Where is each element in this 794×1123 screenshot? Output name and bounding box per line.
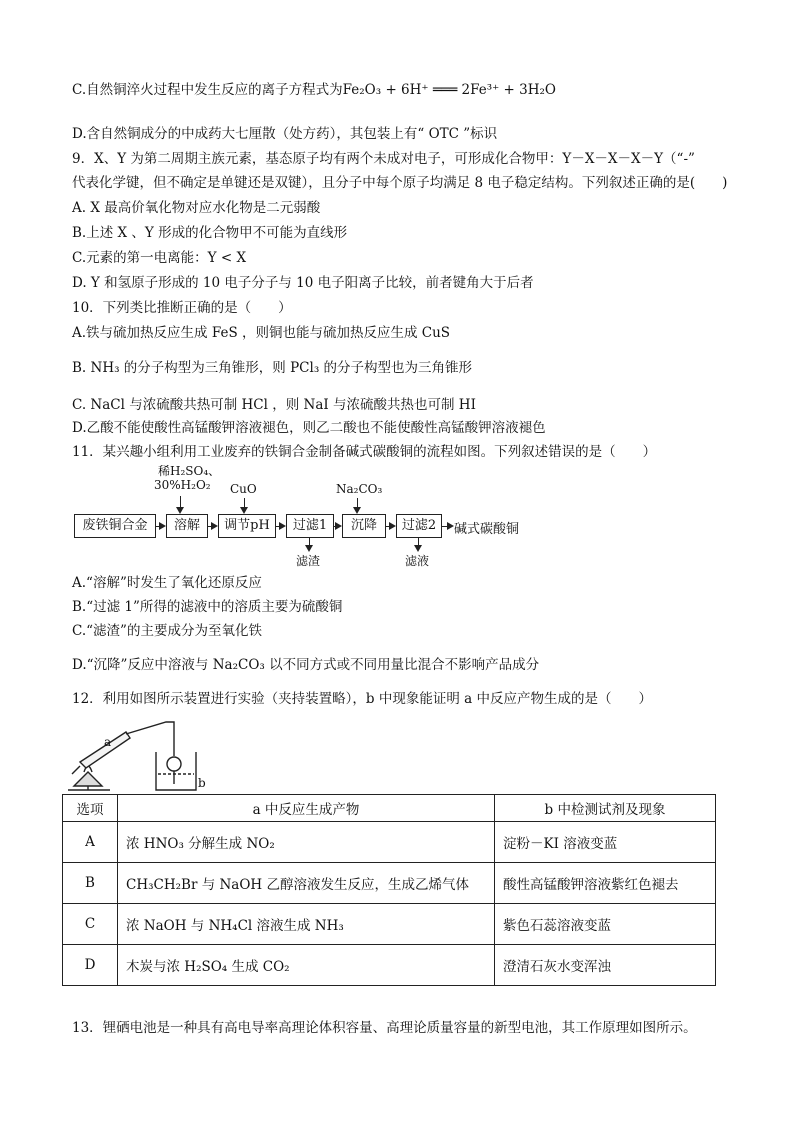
arrow bbox=[386, 526, 394, 527]
step-box: 溶解 bbox=[166, 514, 208, 538]
text-line: A.铁与硫加热反应生成 FeS ，则铜也能与硫加热反应生成 CuS bbox=[72, 325, 451, 341]
arrow bbox=[357, 498, 358, 512]
arrow bbox=[309, 538, 310, 550]
table-row bbox=[63, 945, 716, 986]
table-row bbox=[63, 863, 716, 904]
column-header: b 中检测试剂及现象 bbox=[495, 795, 716, 822]
text-line: 9．X、Y 为第二周期主族元素，基态原子均有两个未成对电子，可形成化合物甲：Y－X－X－X－Y（“-” bbox=[72, 151, 695, 167]
product-cell: 浓 NaOH 与 NH₄Cl 溶液生成 NH₃ bbox=[118, 904, 495, 945]
arrow bbox=[180, 496, 181, 512]
text-line: C.自然铜淬火过程中发生反应的离子方程式为Fe₂O₃ + 6H⁺ ═══ 2Fe³⁺ + 3H₂O bbox=[72, 82, 556, 98]
options-table bbox=[62, 794, 716, 986]
label-b: b bbox=[198, 776, 206, 790]
reagent-label: Na₂CO₃ bbox=[336, 482, 383, 496]
filtrate-label: 滤液 bbox=[405, 554, 430, 568]
test-cell: 紫色石蕊溶液变蓝 bbox=[495, 904, 716, 945]
text-line: D.含自然铜成分的中成药大七厘散（处方药），其包装上有“ OTC ”标识 bbox=[72, 126, 498, 142]
text-line: 13．锂硒电池是一种具有高电导率高理论体积容量、高理论质量容量的新型电池，其工作原理如图所示。 bbox=[72, 1020, 697, 1036]
step-box: 过滤2 bbox=[396, 514, 442, 538]
process-flowchart bbox=[70, 460, 630, 570]
arrow bbox=[208, 526, 216, 527]
text-line: D.乙酸不能使酸性高锰酸钾溶液褪色，则乙二酸也不能使酸性高锰酸钾溶液褪色 bbox=[72, 420, 546, 436]
step-box: 调节pH bbox=[218, 514, 276, 538]
text-line: B. NH₃ 的分子构型为三角锥形，则 PCl₃ 的分子构型也为三角锥形 bbox=[72, 360, 473, 376]
table-row bbox=[63, 822, 716, 863]
text-line: 10．下列类比推断正确的是（ ） bbox=[72, 300, 292, 316]
text-line: C.“滤渣”的主要成分为至氧化铁 bbox=[72, 623, 262, 639]
arrow bbox=[156, 526, 164, 527]
arrow bbox=[418, 538, 419, 550]
text-line: 11．某兴趣小组利用工业废弃的铁铜合金制备碱式碳酸铜的流程如图。下列叙述错误的是（ ） bbox=[72, 444, 657, 460]
arrow bbox=[244, 498, 245, 512]
reagent-label: CuO bbox=[230, 482, 257, 496]
step-box: 沉降 bbox=[342, 514, 386, 538]
product-cell: 浓 HNO₃ 分解生成 NO₂ bbox=[118, 822, 495, 863]
label-a: a bbox=[104, 735, 112, 749]
text-line: C.元素的第一电离能：Y < X bbox=[72, 250, 247, 266]
option-letter: A bbox=[63, 822, 118, 863]
product-label: 碱式碳酸铜 bbox=[454, 522, 520, 537]
text-line: D. Y 和氢原子形成的 10 电子分子与 10 电子阳离子比较，前者键角大于后者 bbox=[72, 275, 534, 291]
text-line: C. NaCl 与浓硫酸共热可制 HCl ，则 NaI 与浓硫酸共热也可制 HI bbox=[72, 397, 476, 413]
residue-label: 滤渣 bbox=[296, 554, 321, 568]
step-box: 废铁铜合金 bbox=[74, 514, 156, 538]
option-letter: C bbox=[63, 904, 118, 945]
text-line: 代表化学键，但不确定是单键还是双键），且分子中每个原子均满足 8 电子稳定结构。下列叙述正确的是( ) bbox=[72, 175, 728, 191]
test-cell: 淀粉－KI 溶液变蓝 bbox=[495, 822, 716, 863]
column-header: 选项 bbox=[63, 795, 118, 822]
option-letter: D bbox=[63, 945, 118, 986]
text-line: 12．利用如图所示装置进行实验（夹持装置略），b 中现象能证明 a 中反应产物生成的是（ ） bbox=[72, 691, 652, 707]
test-cell: 澄清石灰水变浑浊 bbox=[495, 945, 716, 986]
reagent-label: 30%H₂O₂ bbox=[154, 478, 211, 492]
text-line: B.“过滤 1”所得的滤液中的溶质主要为硫酸铜 bbox=[72, 599, 343, 615]
apparatus-diagram bbox=[66, 712, 216, 794]
text-line: A. X 最高价氧化物对应水化物是二元弱酸 bbox=[72, 200, 321, 216]
step-box: 过滤1 bbox=[286, 514, 334, 538]
column-header: a 中反应生成产物 bbox=[118, 795, 495, 822]
arrow bbox=[442, 526, 452, 527]
product-cell: CH₃CH₂Br 与 NaOH 乙醇溶液发生反应，生成乙烯气体 bbox=[118, 863, 495, 904]
arrow bbox=[334, 526, 340, 527]
option-letter: B bbox=[63, 863, 118, 904]
arrow bbox=[276, 526, 284, 527]
text-line: D.“沉降”反应中溶液与 Na₂CO₃ 以不同方式或不同用量比混合不影响产品成分 bbox=[72, 657, 540, 673]
reagent-label: 稀H₂SO₄、 bbox=[158, 464, 221, 478]
table-header-row bbox=[63, 795, 716, 822]
test-cell: 酸性高锰酸钾溶液紫红色褪去 bbox=[495, 863, 716, 904]
text-line: B.上述 X 、Y 形成的化合物甲不可能为直线形 bbox=[72, 225, 348, 241]
product-cell: 木炭与浓 H₂SO₄ 生成 CO₂ bbox=[118, 945, 495, 986]
text-line: A.“溶解”时发生了氧化还原反应 bbox=[72, 575, 262, 591]
table-row bbox=[63, 904, 716, 945]
